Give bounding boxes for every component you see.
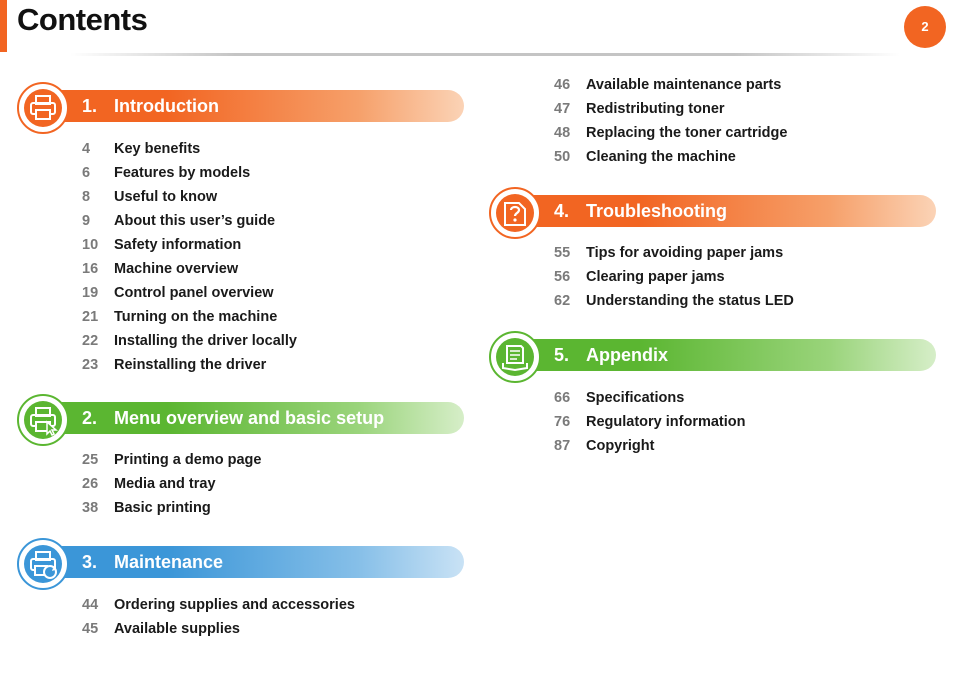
toc-item[interactable] xyxy=(554,73,787,97)
toc-label: Basic printing xyxy=(114,500,211,516)
toc-item[interactable] xyxy=(554,410,746,434)
toc-page: 50 xyxy=(554,149,571,165)
toc-label: Features by models xyxy=(114,165,251,181)
toc-item[interactable] xyxy=(82,593,355,617)
toc-item[interactable] xyxy=(82,161,297,185)
toc-page: 45 xyxy=(82,621,99,637)
header-accent-bar xyxy=(0,0,7,52)
toc-page: 22 xyxy=(82,333,99,349)
toc-item[interactable] xyxy=(82,329,297,353)
toc-item[interactable] xyxy=(82,496,261,520)
toc-label: Key benefits xyxy=(114,141,201,157)
toc-page: 25 xyxy=(82,452,99,468)
toc-list xyxy=(554,241,794,313)
question-document-icon xyxy=(489,187,541,239)
section-title: Maintenance xyxy=(114,552,224,572)
toc-page: 38 xyxy=(82,500,99,516)
toc-page: 56 xyxy=(554,269,571,285)
toc-item[interactable] xyxy=(82,185,297,209)
toc-item[interactable] xyxy=(82,233,297,257)
toc-list xyxy=(554,386,746,458)
section-title: Appendix xyxy=(586,345,669,365)
toc-page: 76 xyxy=(554,414,571,430)
toc-label: Installing the driver locally xyxy=(114,333,297,349)
toc-label: Understanding the status LED xyxy=(586,293,794,309)
toc-label: Useful to know xyxy=(114,189,218,205)
toc-list-continued xyxy=(554,73,787,169)
toc-label: Tips for avoiding paper jams xyxy=(586,245,784,261)
toc-item[interactable] xyxy=(554,434,746,458)
toc-label: Printing a demo page xyxy=(114,452,262,468)
toc-page: 10 xyxy=(82,237,99,253)
toc-page: 46 xyxy=(554,77,571,93)
toc-label: About this user’s guide xyxy=(114,213,276,229)
printer-refresh-icon xyxy=(17,538,69,590)
toc-page: 44 xyxy=(82,597,99,613)
toc-page: 8 xyxy=(82,189,91,205)
section-number: 5. xyxy=(554,345,570,365)
toc-label: Redistributing toner xyxy=(586,101,725,117)
section-heading-link[interactable] xyxy=(82,90,219,122)
toc-page: 9 xyxy=(82,213,91,229)
toc-item[interactable] xyxy=(82,257,297,281)
section-title: Menu overview and basic setup xyxy=(114,408,385,428)
toc-page: 4 xyxy=(82,141,91,157)
toc-page: 6 xyxy=(82,165,91,181)
section-heading-link[interactable] xyxy=(82,402,384,434)
toc-label: Available maintenance parts xyxy=(586,77,782,93)
toc-page: 62 xyxy=(554,293,571,309)
toc-item[interactable] xyxy=(82,281,297,305)
toc-item[interactable] xyxy=(554,265,794,289)
printer-icon xyxy=(17,82,69,134)
toc-list xyxy=(82,593,355,641)
toc-item[interactable] xyxy=(554,386,746,410)
toc-label: Control panel overview xyxy=(114,285,274,301)
page-title: Contents xyxy=(17,2,148,37)
toc-item[interactable] xyxy=(82,617,355,641)
toc-list xyxy=(82,448,261,520)
section-title: Introduction xyxy=(114,96,219,116)
section-heading-link[interactable] xyxy=(554,195,727,227)
toc-item[interactable] xyxy=(554,97,787,121)
toc-item[interactable] xyxy=(554,289,794,313)
toc-label: Specifications xyxy=(586,390,685,406)
toc-page: 19 xyxy=(82,285,99,301)
toc-page: 87 xyxy=(554,438,571,454)
toc-item[interactable] xyxy=(82,209,297,233)
header-divider xyxy=(70,53,900,56)
toc-label: Turning on the machine xyxy=(114,309,278,325)
toc-item[interactable] xyxy=(82,305,297,329)
section-number: 4. xyxy=(554,201,570,221)
toc-label: Regulatory information xyxy=(586,414,746,430)
toc-page: 26 xyxy=(82,476,99,492)
section-number: 3. xyxy=(82,552,98,572)
section-number: 1. xyxy=(82,96,98,116)
toc-label: Copyright xyxy=(586,438,655,454)
toc-page: 66 xyxy=(554,390,571,406)
section-number: 2. xyxy=(82,408,98,428)
section-heading-link[interactable] xyxy=(82,546,223,578)
toc-list xyxy=(82,137,297,377)
toc-item[interactable] xyxy=(82,137,297,161)
toc-page: 23 xyxy=(82,357,99,373)
toc-label: Available supplies xyxy=(114,621,240,637)
page-number-badge: 2 xyxy=(904,6,946,48)
toc-page: 47 xyxy=(554,101,571,117)
toc-page: 21 xyxy=(82,309,99,325)
toc-item[interactable] xyxy=(554,145,787,169)
book-icon xyxy=(489,331,541,383)
toc-label: Cleaning the machine xyxy=(586,149,736,165)
toc-page: 48 xyxy=(554,125,571,141)
toc-item[interactable] xyxy=(554,121,787,145)
section-title: Troubleshooting xyxy=(586,201,727,221)
toc-item[interactable] xyxy=(82,353,297,377)
toc-label: Ordering supplies and accessories xyxy=(114,597,355,613)
toc-label: Replacing the toner cartridge xyxy=(586,125,788,141)
toc-item[interactable] xyxy=(554,241,794,265)
toc-item[interactable] xyxy=(82,448,261,472)
toc-page: 55 xyxy=(554,245,571,261)
toc-label: Reinstalling the driver xyxy=(114,357,267,373)
toc-label: Clearing paper jams xyxy=(586,269,725,285)
toc-label: Safety information xyxy=(114,237,242,253)
toc-page: 16 xyxy=(82,261,99,277)
toc-label: Media and tray xyxy=(114,476,216,492)
toc-label: Machine overview xyxy=(114,261,239,277)
printer-cursor-icon xyxy=(17,394,69,446)
section-heading-link[interactable] xyxy=(554,339,668,371)
toc-item[interactable] xyxy=(82,472,261,496)
